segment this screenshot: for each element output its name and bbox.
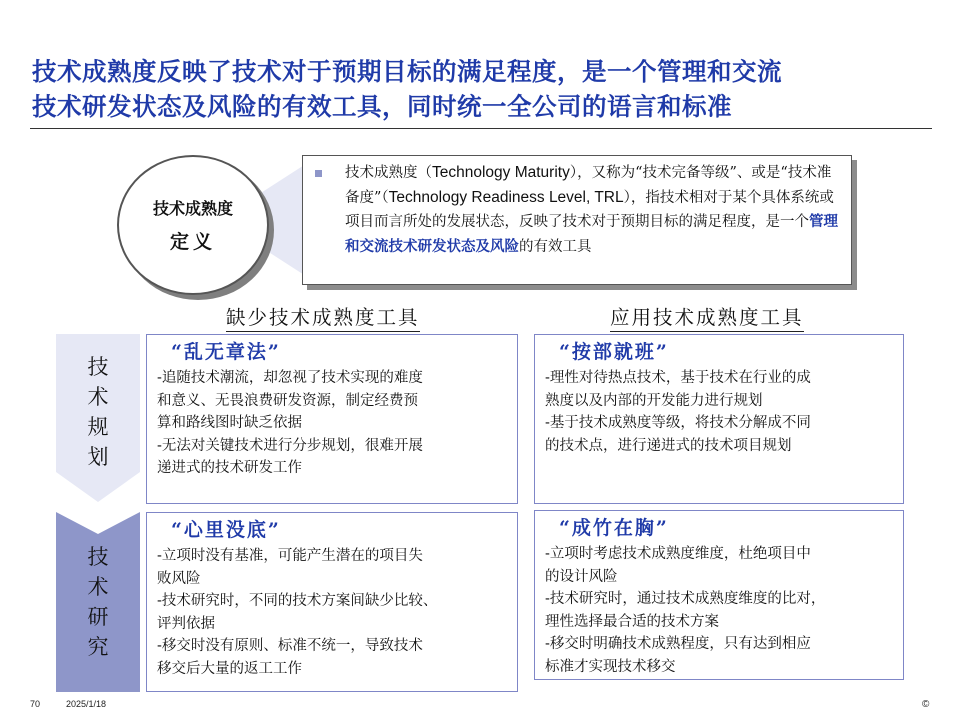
title-divider: [30, 128, 932, 129]
cell-line: -技术研究时，不同的技术方案间缺少比较、: [157, 593, 438, 609]
definition-circle: [117, 155, 269, 295]
cell-line: -无法对关键技术进行分步规划，很难开展: [157, 437, 423, 454]
cell-line: 移交后大量的返工工作: [157, 660, 302, 677]
cell-heading: “心里没底”: [171, 519, 281, 541]
row-label-planning: [56, 334, 140, 502]
definition-text-a: 技术成熟度（: [345, 165, 432, 181]
cell-line: -立项时没有基准，可能产生潜在的项目失: [157, 548, 423, 564]
definition-text-c: ），又称为“技术完备等级”、或是“技术准备度”（: [345, 165, 832, 206]
definition-text: [345, 161, 841, 259]
cell-line: -立项时考虑技术成熟度维度，杜绝项目中: [545, 546, 811, 562]
column-header-with-tool: 应用技术成熟度工具: [610, 306, 804, 332]
row-label-planning-char-2: 术: [87, 385, 109, 409]
cell-line: 理性选择最合适的技术方案: [545, 613, 719, 630]
cell-line: 败风险: [157, 570, 201, 587]
cell-body: [157, 367, 507, 480]
cell-planning-with-tool: [534, 334, 904, 504]
cell-line: 的设计风险: [545, 568, 618, 585]
slide-title: [32, 54, 932, 124]
cell-line: 的技术点，进行递进式的技术项目规划: [545, 437, 792, 454]
cell-body: [545, 367, 893, 457]
cell-heading: “按部就班”: [559, 341, 669, 363]
definition-box: [302, 155, 852, 285]
definition-text-highlight: 管理和交流技术研发状态及风险: [345, 213, 838, 255]
row-label-research-char-4: 究: [87, 635, 109, 659]
square-bullet-icon: [315, 170, 322, 177]
cell-heading: “成竹在胸”: [559, 517, 669, 539]
cell-line: -移交时明确技术成熟程度，只有达到相应: [545, 636, 811, 652]
cell-line: -理性对待热点技术，基于技术在行业的成: [545, 370, 811, 386]
cell-line: 递进式的技术研发工作: [157, 460, 302, 476]
row-label-planning-text: [56, 352, 140, 472]
cell-line: 算和路线图时缺乏依据: [157, 415, 302, 431]
cell-line: 评判依据: [157, 615, 215, 632]
definition-circle-label-1: 技术成熟度: [152, 199, 233, 218]
title-line-1: 技术成熟度反映了技术对于预期目标的满足程度，是一个管理和交流: [32, 57, 782, 86]
cell-research-with-tool: [534, 510, 904, 680]
definition-text-e: ），指技术相对于某个具体系统或项目而言所处的发展状态，反映了技术对于预期目标的满足程度，是一个: [345, 189, 834, 230]
row-label-planning-char-3: 规: [87, 415, 109, 439]
page-number: 70: [30, 699, 41, 709]
footer-date: 2025/1/18: [66, 699, 107, 709]
definition-text-f: 的有效工具: [519, 238, 592, 255]
definition-text-d: Technology Readiness Level, TRL: [388, 188, 624, 206]
row-label-research-char-3: 研: [87, 605, 109, 629]
row-label-planning-char-1: 技: [87, 355, 109, 379]
column-header-without-tool: 缺少技术成熟度工具: [226, 306, 420, 332]
cell-body: [157, 545, 507, 680]
cell-body: [545, 543, 893, 678]
cell-line: 标准才实现技术移交: [545, 658, 676, 675]
definition-circle-label-2: 定义: [169, 231, 216, 253]
title-line-2: 技术研发状态及风险的有效工具，同时统一全公司的语言和标准: [32, 92, 732, 121]
row-label-research-char-2: 术: [87, 575, 109, 599]
row-label-research: [56, 512, 140, 692]
cell-line: 熟度以及内部的开发能力进行规划: [545, 392, 763, 409]
copyright-icon: ©: [922, 699, 930, 710]
cell-line: -移交时没有原则、标准不统一，导致技术: [157, 638, 423, 654]
cell-line: 和意义、无畏浪费研发资源，制定经费预: [157, 392, 418, 409]
row-label-research-text: [56, 542, 140, 662]
cell-research-without-tool: [146, 512, 518, 692]
cell-heading: “乱无章法”: [171, 341, 281, 363]
cell-line: -技术研究时，通过技术成熟度维度的比对，: [545, 591, 826, 607]
cell-line: -追随技术潮流，却忽视了技术实现的难度: [157, 370, 423, 386]
row-label-research-char-1: 技: [87, 545, 109, 569]
cell-line: -基于技术成熟度等级，将技术分解成不同: [545, 415, 811, 431]
row-label-planning-char-4: 划: [87, 445, 109, 469]
cell-planning-without-tool: [146, 334, 518, 504]
definition-text-b: Technology Maturity: [432, 164, 570, 181]
